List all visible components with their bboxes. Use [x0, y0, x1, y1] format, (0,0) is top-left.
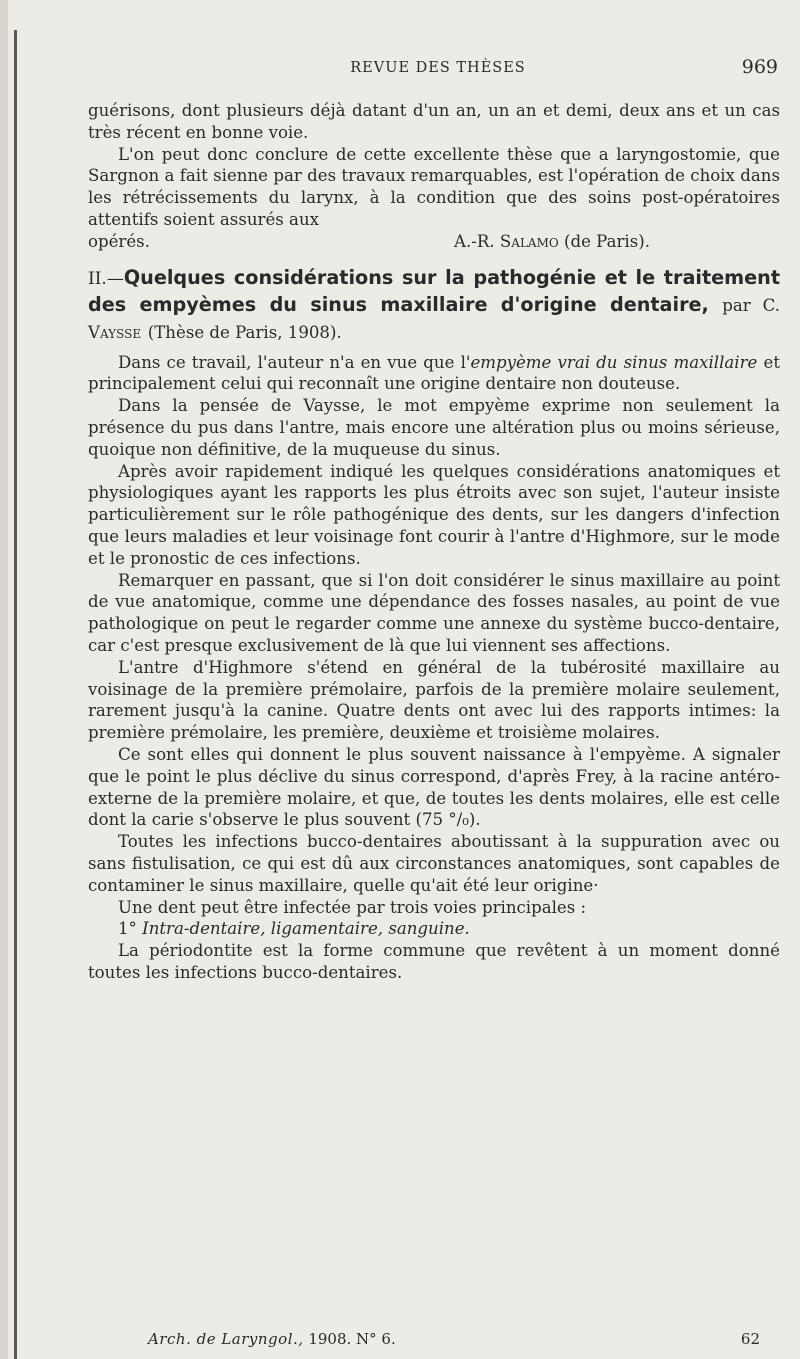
- page-number: 969: [741, 56, 778, 78]
- paragraph: Toutes les infections bucco-dentaires aboutissant à la suppuration avec ou sans fistulisation, ce qui est dû aux circonstances anatomiques, sont capables de contaminer le sinus maxillaire, quelle qu'ait été leur origine·: [88, 832, 780, 895]
- paragraph: guérisons, dont plusieurs déjà datant d'un an, un an et demi, deux ans et un cas très récent en bonne voie.: [88, 101, 780, 142]
- paragraph: L'antre d'Highmore s'étend en général de la tubérosité maxillaire au voisinage de la première prémolaire, parfois de la première molaire seulement, rarement jusqu'à la canine. Quatre dents ont avec lui des rapports intimes: la première prémolaire, les première, deuxième et troisième molaires.: [88, 657, 780, 743]
- signature-last-word: opérés.: [88, 231, 150, 251]
- list-number: 1°: [118, 919, 137, 939]
- p3-post: et principalement celui qui reconnaît une origine dentaire non douteuse.: [88, 352, 780, 394]
- section-heading: [88, 265, 780, 346]
- page-footer: [148, 1330, 760, 1348]
- footer-citation: Arch. de Laryngol.,: [148, 1330, 304, 1348]
- signature-author: A.-R. Salamo: [454, 231, 559, 251]
- paragraph: Ce sont elles qui donnent le plus souvent naissance à l'empyème. A signaler que le point le plus déclive du sinus correspond, d'après Frey, à la racine antéro-externe de la première molaire, et que, de toutes les dents molaires, elle est celle dont la carie s'observe le plus souvent (75 °/₀).: [88, 744, 780, 830]
- list-item: [88, 918, 780, 940]
- footer-signature-mark: 62: [740, 1330, 760, 1348]
- list-text: Intra-dentaire, ligamentaire, sanguine.: [142, 919, 470, 939]
- paragraph: Remarquer en passant, que si l'on doit considérer le sinus maxillaire au point de vue anatomique, comme une dépendance des fosses nasales, au point de vue pathologique on peut le regarder comme une annexe du système bucco-dentaire, car c'est presque exclusivement de là que lui viennent ses affections.: [88, 570, 780, 655]
- article-body: [88, 100, 780, 984]
- paragraph: Dans la pensée de Vaysse, le mot empyème exprime non seulement la présence du pus dans l'antre, mais encore une altération plus ou moins sérieuse, quoique non définitive, de la muqueuse du sinus.: [88, 396, 780, 459]
- review-signature: [88, 231, 780, 253]
- paragraph: Après avoir rapidement indiqué les quelques considérations anatomiques et physiologiques ayant les rapports les plus étroits avec son sujet, l'auteur insiste particulièrement sur le rôle pathogénique des dents, sur les dangers d'infection que leurs maladies et leur voisinage font courir à l'antre d'Highmore, sur le mode et le pronostic de ces infections.: [88, 461, 780, 568]
- section-source: (Thèse de Paris, 1908).: [147, 322, 342, 342]
- binding-line: [14, 30, 17, 1359]
- p3-emphasis: empyème vrai du sinus maxillaire: [470, 352, 758, 372]
- paragraph: La périodontite est la forme commune que revêtent à un moment donné toutes les infections bucco-dentaires.: [88, 941, 780, 982]
- signature-place: (de Paris).: [563, 231, 650, 251]
- running-title: REVUE DES THÈSES: [350, 60, 526, 76]
- p3-pre: Dans ce travail, l'auteur n'a en vue que l': [118, 352, 471, 372]
- footer-issue: 1908. N° 6.: [308, 1330, 396, 1348]
- running-header: [88, 58, 788, 84]
- paragraph: [88, 352, 780, 396]
- section-title: Quelques considérations sur la pathogénie et le traitement des empyèmes du sinus maxillaire d'origine dentaire,: [88, 265, 780, 316]
- section-number: II.—: [88, 268, 124, 289]
- section-byline: par C.: [722, 295, 780, 315]
- paragraph: Une dent peut être infectée par trois voies principales :: [118, 897, 587, 917]
- paragraph: L'on peut donc conclure de cette excellente thèse que a laryngostomie, que Sargnon a fait sienne par des travaux remarquables, est l'opération de choix dans les rétrécissements du larynx, à la condition que des soins post-opératoires attentifs soient assurés aux: [88, 144, 780, 229]
- page-edge: [0, 0, 8, 1359]
- section-author: Vaysse: [88, 322, 142, 342]
